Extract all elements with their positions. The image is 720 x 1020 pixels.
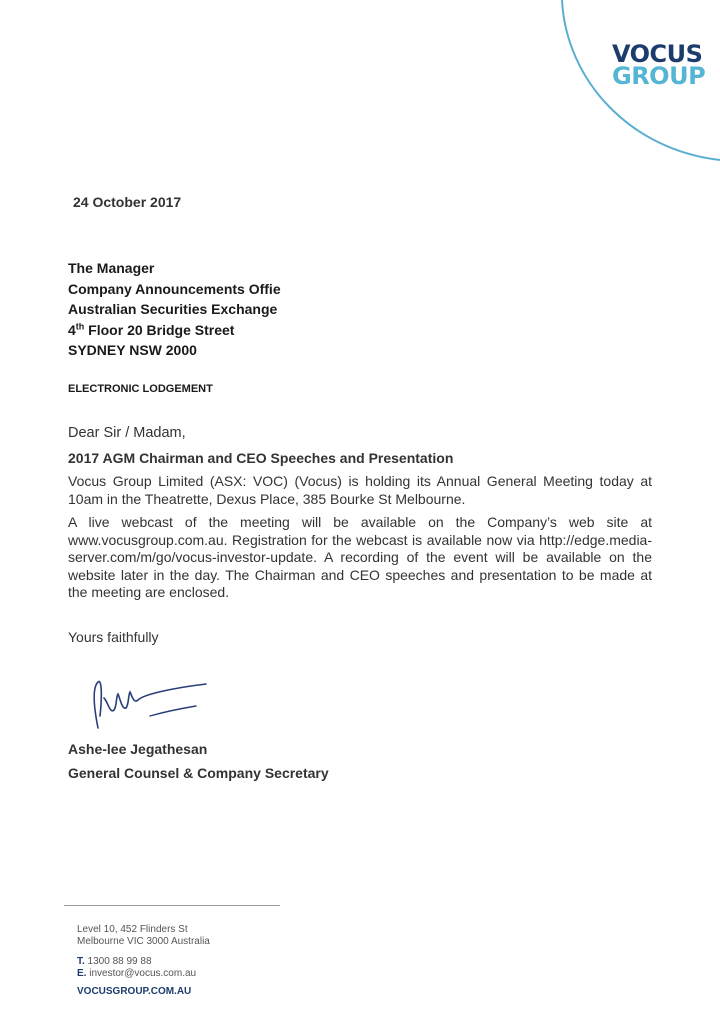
footer-address-line-2: Melbourne VIC 3000 Australia xyxy=(77,935,210,947)
body-paragraph-1: Vocus Group Limited (ASX: VOC) (Vocus) is holding its Annual General Meeting today at 10am in the Theatrette, Dexus Place, 385 Bourke St Melbourne. xyxy=(68,473,652,507)
lodgement-label: ELECTRONIC LODGEMENT xyxy=(68,383,213,395)
logo-text-group: GROUP xyxy=(612,62,706,90)
signatory-name: Ashe-lee Jegathesan xyxy=(68,741,208,757)
floor-ordinal: th xyxy=(75,320,85,331)
footer-phone xyxy=(77,956,196,968)
recipient-line-2: Company Announcements Offie xyxy=(68,280,281,297)
signature xyxy=(84,668,214,740)
footer-contact xyxy=(77,956,196,979)
recipient-line-5: SYDNEY NSW 2000 xyxy=(68,342,197,358)
signatory-title: General Counsel & Company Secretary xyxy=(68,765,329,781)
footer-email[interactable] xyxy=(77,968,196,980)
logo-text-vocus: VOCUS xyxy=(612,40,703,68)
vocus-group-logo xyxy=(612,40,706,90)
email-label: E. xyxy=(77,967,87,979)
phone-label: T. xyxy=(77,956,85,967)
footer-website-link[interactable]: VOCUSGROUP.COM.AU xyxy=(77,986,192,997)
recipient-line-1: The Manager xyxy=(68,260,155,276)
floor-number: 4 xyxy=(68,321,76,338)
footer-divider xyxy=(64,905,280,906)
email-address[interactable]: investor@vocus.com.au xyxy=(86,967,197,979)
recipient-line-3: Australian Securities Exchange xyxy=(68,301,278,317)
street-address: Floor 20 Bridge Street xyxy=(84,321,235,338)
letter-date: 24 October 2017 xyxy=(73,194,182,210)
footer-address xyxy=(77,924,210,947)
salutation: Dear Sir / Madam, xyxy=(68,425,186,441)
footer-address-line-1: Level 10, 452 Flinders St xyxy=(77,924,188,935)
recipient-line-4 xyxy=(68,320,281,341)
closing: Yours faithfully xyxy=(68,629,159,645)
phone-number: 1300 88 99 88 xyxy=(84,956,152,967)
body-paragraph-2: A live webcast of the meeting will be available on the Company’s web site at www.vocusgroup.com.au. Registration for the webcast is available now via http://edge.media-server.com/m/go/vocus-investor-update. A recording of the event will be available on the website later in the day. The Chairman and CEO speeches and presentation to be made at the meeting are enclosed. xyxy=(68,514,652,600)
letter-heading: 2017 AGM Chairman and CEO Speeches and Presentation xyxy=(68,450,454,466)
recipient-address xyxy=(68,258,281,361)
